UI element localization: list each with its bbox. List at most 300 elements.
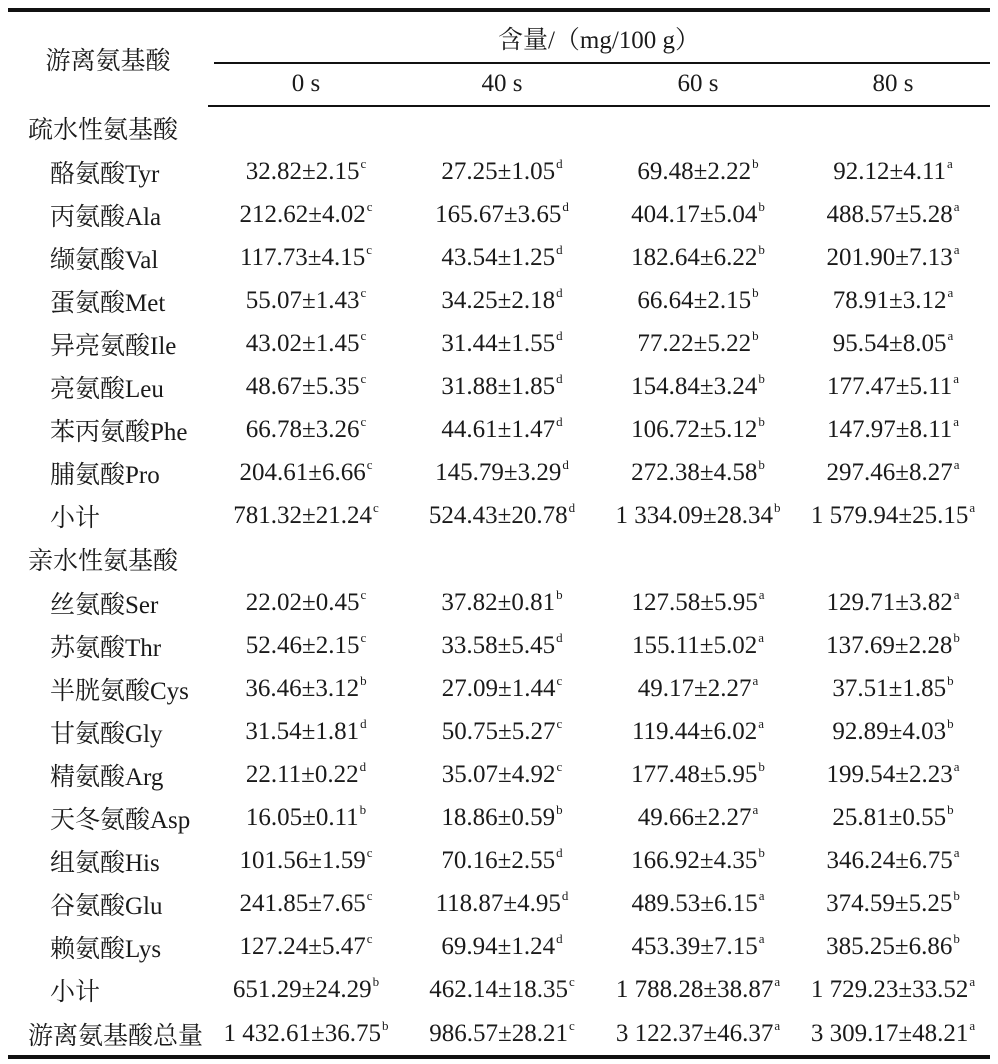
value-cell [208,753,404,796]
significance-letter: c [372,500,379,516]
table-row [8,193,990,236]
significance-letter: b [758,845,765,861]
value-text: 462.14±18.35 [429,976,568,1004]
significance-letter: b [556,802,563,818]
value-cell [600,624,796,667]
header-row-group [8,10,990,64]
value-cell [404,322,600,365]
value-text: 55.07±1.43 [245,286,360,314]
amino-acid-table [8,8,990,1059]
value-cell [796,322,990,365]
value-cell [404,409,600,452]
value-text: 16.05±0.11 [245,804,359,832]
significance-letter: a [758,586,765,602]
value-text: 1 579.94±25.15 [810,502,969,530]
column-header-80s: 80 s [796,64,990,106]
significance-letter: a [758,715,765,731]
value-text: 69.94±1.24 [441,933,556,961]
column-header-40s: 40 s [404,64,600,106]
significance-letter: b [758,414,765,430]
value-cell [404,366,600,409]
amino-acid-name: 缬氨酸Val [50,246,159,274]
significance-letter: b [758,758,765,774]
value-text: 66.78±3.26 [245,416,360,444]
column-header-0s: 0 s [208,64,404,106]
value-text: 37.51±1.85 [832,674,947,702]
amino-acid-name: 精氨酸Arg [50,763,164,791]
section-title: 疏水性氨基酸 [28,117,179,145]
significance-letter: c [366,198,373,214]
amino-acid-name: 脯氨酸Pro [50,462,160,490]
amino-acid-name: 蛋氨酸Met [50,289,166,317]
significance-letter: a [953,371,960,387]
significance-letter: b [947,802,954,818]
significance-letter: a [953,414,960,430]
value-text: 36.46±3.12 [245,674,360,702]
amino-acid-name: 酪氨酸Tyr [50,160,160,188]
value-text: 781.32±21.24 [233,502,372,530]
table-body [8,106,990,1057]
table-row [8,322,990,365]
value-text: 385.25±6.86 [826,933,953,961]
table-row [8,797,990,840]
value-cell [208,409,404,452]
value-text: 127.24±5.47 [239,933,366,961]
value-cell [600,581,796,624]
value-cell [208,193,404,236]
significance-letter: a [758,888,765,904]
significance-letter: d [556,414,563,430]
value-cell [208,452,404,495]
table-row [8,710,990,753]
significance-letter: b [947,715,954,731]
empty-cell [208,106,404,150]
value-text: 3 309.17±48.21 [810,1019,969,1047]
value-cell [404,753,600,796]
value-text: 34.25±2.18 [441,286,556,314]
significance-letter: b [953,629,960,645]
value-cell [796,969,990,1012]
value-cell [600,366,796,409]
value-text: 3 122.37±46.37 [615,1019,774,1047]
value-cell [404,581,600,624]
value-text: 66.64±2.15 [637,286,752,314]
value-text: 166.92±4.35 [631,847,758,875]
significance-letter: a [953,586,960,602]
value-cell [796,409,990,452]
value-cell [600,753,796,796]
significance-letter: a [953,241,960,257]
significance-letter: c [556,672,563,688]
significance-letter: c [360,328,367,344]
value-cell [404,279,600,322]
value-text: 177.47±5.11 [826,373,953,401]
value-cell [796,624,990,667]
value-cell [796,840,990,883]
value-text: 25.81±0.55 [832,804,947,832]
value-cell [404,150,600,193]
value-text: 101.56±1.59 [239,847,366,875]
significance-letter: a [953,845,960,861]
value-text: 137.69±2.28 [826,631,953,659]
table-header [8,10,990,106]
amino-acid-name: 异亮氨酸Ile [50,333,177,361]
value-cell [208,366,404,409]
value-text: 106.72±5.12 [631,416,758,444]
significance-letter: a [953,457,960,473]
table-row [8,366,990,409]
significance-letter: c [556,715,563,731]
value-cell [600,452,796,495]
section-row [8,538,990,581]
amino-acid-name: 半胱氨酸Cys [50,677,189,705]
value-text: 488.57±5.28 [826,200,953,228]
significance-letter: d [556,284,563,300]
significance-letter: b [381,1017,389,1033]
value-text: 272.38±4.58 [631,459,758,487]
value-cell [208,1012,404,1057]
value-text: 118.87±4.95 [435,890,561,918]
table-row [8,667,990,710]
amino-acid-name: 丙氨酸Ala [50,203,162,231]
significance-letter: b [758,241,765,257]
table-row [8,840,990,883]
value-cell [404,495,600,538]
significance-letter: d [556,241,563,257]
significance-letter: a [947,155,953,171]
value-cell [600,1012,796,1057]
value-cell [208,883,404,926]
value-cell [404,667,600,710]
total-row [8,1012,990,1057]
value-text: 52.46±2.15 [245,631,360,659]
value-cell [600,193,796,236]
value-text: 35.07±4.92 [441,760,556,788]
empty-cell [404,106,600,150]
table-row [8,236,990,279]
value-text: 201.90±7.13 [826,243,953,271]
value-text: 37.82±0.81 [441,588,556,616]
significance-letter: c [366,888,373,904]
value-text: 119.44±6.02 [631,717,758,745]
significance-letter: a [752,802,759,818]
significance-letter: a [752,672,759,688]
significance-letter: c [568,1017,575,1033]
value-text: 524.43±20.78 [428,502,568,530]
value-text: 147.97±8.11 [826,416,953,444]
value-text: 117.73±4.15 [239,243,366,271]
significance-letter: d [562,198,569,214]
value-cell [600,279,796,322]
value-cell [796,753,990,796]
value-cell [208,624,404,667]
value-text: 95.54±8.05 [832,330,947,358]
value-cell [600,883,796,926]
value-text: 48.67±5.35 [245,373,360,401]
value-cell [600,150,796,193]
value-cell [796,1012,990,1057]
value-cell [796,667,990,710]
value-text: 177.48±5.95 [631,760,758,788]
significance-letter: c [360,284,367,300]
significance-letter: c [360,586,367,602]
value-cell [404,797,600,840]
significance-letter: a [969,500,976,516]
significance-letter: c [556,758,563,774]
column-header-60s: 60 s [600,64,796,106]
value-text: 145.79±3.29 [435,459,562,487]
value-text: 22.11±0.22 [245,760,359,788]
value-cell [404,624,600,667]
value-cell [208,797,404,840]
value-cell [796,495,990,538]
value-text: 77.22±5.22 [637,330,752,358]
empty-cell [404,538,600,581]
value-cell [208,710,404,753]
value-text: 69.48±2.22 [637,157,752,185]
value-cell [796,797,990,840]
value-text: 212.62±4.02 [239,200,366,228]
value-cell [600,969,796,1012]
group-underline [214,62,990,64]
value-cell [404,840,600,883]
value-cell [404,926,600,969]
significance-letter: b [752,284,759,300]
section-title: 亲水性氨基酸 [28,548,179,576]
value-cell [796,883,990,926]
significance-letter: a [969,974,976,990]
significance-letter: d [556,371,563,387]
value-text: 129.71±3.82 [826,588,953,616]
value-text: 18.86±0.59 [441,804,556,832]
section-row [8,106,990,150]
table-row [8,753,990,796]
amino-acid-name: 丝氨酸Ser [50,591,159,619]
value-cell [600,236,796,279]
value-text: 70.16±2.55 [441,847,556,875]
amino-acid-name: 苯丙氨酸Phe [50,419,188,447]
value-cell [600,926,796,969]
value-cell [208,150,404,193]
value-text: 346.24±6.75 [826,847,953,875]
amino-acid-name: 亮氨酸Leu [50,376,164,404]
value-text: 165.67±3.65 [435,200,562,228]
table-row [8,624,990,667]
significance-letter: b [359,802,367,818]
empty-cell [600,538,796,581]
table-row [8,883,990,926]
significance-letter: b [758,457,765,473]
significance-letter: b [752,328,759,344]
value-cell [404,969,600,1012]
value-cell [796,150,990,193]
value-text: 374.59±5.25 [826,890,953,918]
value-text: 453.39±7.15 [631,933,758,961]
significance-letter: c [360,414,367,430]
value-text: 1 729.23±33.52 [810,976,969,1004]
value-cell [404,236,600,279]
table-row [8,581,990,624]
value-cell [208,236,404,279]
significance-letter: b [953,888,960,904]
value-text: 182.64±6.22 [631,243,758,271]
significance-letter: d [556,328,563,344]
amino-acid-name: 小计 [50,505,101,533]
value-cell [404,452,600,495]
value-cell [600,667,796,710]
value-cell [600,495,796,538]
content-group-label: 含量/（mg/100 g） [497,27,701,54]
empty-cell [796,538,990,581]
value-text: 1 334.09±28.34 [615,502,773,530]
value-cell [600,322,796,365]
empty-cell [796,106,990,150]
value-text: 204.61±6.66 [239,459,366,487]
table-row [8,969,990,1012]
significance-letter: d [561,888,569,904]
value-cell [796,710,990,753]
content-group-header [208,10,990,64]
value-text: 1 432.61±36.75 [223,1019,381,1047]
empty-cell [600,106,796,150]
value-cell [404,710,600,753]
value-cell [404,193,600,236]
value-text: 33.58±5.45 [441,631,556,659]
value-cell [208,926,404,969]
total-label: 游离氨基酸总量 [8,1012,208,1057]
amino-acid-name: 赖氨酸Lys [50,936,162,964]
value-text: 297.46±8.27 [826,459,953,487]
value-text: 489.53±6.15 [631,890,758,918]
table-row [8,150,990,193]
significance-letter: d [556,845,563,861]
significance-letter: d [556,629,563,645]
significance-letter: d [360,715,367,731]
table-row [8,279,990,322]
value-text: 404.17±5.04 [631,200,758,228]
amino-acid-name: 小计 [50,979,101,1007]
significance-letter: b [752,155,759,171]
table-row [8,495,990,538]
significance-letter: d [556,931,563,947]
value-text: 155.11±5.02 [631,631,758,659]
value-cell [208,667,404,710]
value-text: 49.66±2.27 [637,804,752,832]
significance-letter: c [366,931,373,947]
significance-letter: a [953,758,960,774]
significance-letter: d [556,155,563,171]
value-text: 92.12±4.11 [833,157,947,185]
significance-letter: c [366,845,373,861]
value-cell [208,495,404,538]
value-cell [208,840,404,883]
amino-acid-name: 组氨酸His [50,850,160,878]
significance-letter: b [953,931,960,947]
value-cell [796,452,990,495]
value-cell [208,322,404,365]
value-cell [208,581,404,624]
value-text: 651.29±24.29 [232,976,372,1004]
significance-letter: c [568,974,575,990]
significance-letter: a [947,328,954,344]
significance-letter: d [359,758,367,774]
value-cell [600,840,796,883]
value-text: 241.85±7.65 [239,890,366,918]
value-text: 49.17±2.27 [637,674,752,702]
value-cell [600,797,796,840]
value-cell [600,710,796,753]
significance-letter: a [774,974,781,990]
empty-cell [208,538,404,581]
value-text: 78.91±3.12 [832,286,947,314]
significance-letter: b [947,672,954,688]
significance-letter: c [360,371,367,387]
value-cell [796,236,990,279]
value-cell [208,969,404,1012]
significance-letter: b [758,198,765,214]
value-text: 986.57±28.21 [429,1019,568,1047]
value-cell [404,883,600,926]
value-text: 127.58±5.95 [631,588,758,616]
significance-letter: b [758,371,765,387]
value-cell [796,193,990,236]
value-cell [404,1012,600,1057]
value-text: 27.25±1.05 [441,157,556,185]
value-text: 27.09±1.44 [441,674,556,702]
value-text: 43.54±1.25 [441,243,556,271]
significance-letter: c [360,155,367,171]
value-text: 32.82±2.15 [245,157,360,185]
significance-letter: a [969,1017,976,1033]
value-cell [796,926,990,969]
significance-letter: c [360,629,367,645]
value-text: 31.44±1.55 [441,330,556,358]
table-row [8,452,990,495]
significance-letter: a [758,629,765,645]
significance-letter: b [556,586,563,602]
significance-letter: b [372,974,380,990]
value-text: 92.89±4.03 [832,717,947,745]
value-cell [796,581,990,624]
value-text: 50.75±5.27 [441,717,556,745]
value-text: 44.61±1.47 [441,416,556,444]
amino-acid-name: 谷氨酸Glu [50,893,163,921]
significance-letter: b [773,500,781,516]
significance-letter: a [947,284,954,300]
value-cell [600,409,796,452]
value-text: 1 788.28±38.87 [615,976,774,1004]
table-row [8,409,990,452]
value-text: 22.02±0.45 [245,588,360,616]
table-row [8,926,990,969]
amino-acid-name: 甘氨酸Gly [50,720,163,748]
value-text: 154.84±3.24 [631,373,758,401]
significance-letter: a [774,1017,781,1033]
significance-letter: b [360,672,367,688]
value-cell [208,279,404,322]
amino-acid-name: 苏氨酸Thr [50,634,162,662]
amino-acid-name: 天冬氨酸Asp [50,807,191,835]
value-cell [796,279,990,322]
significance-letter: d [562,457,569,473]
value-cell [796,366,990,409]
significance-letter: d [568,500,576,516]
value-text: 31.88±1.85 [441,373,556,401]
row-header-label: 游离氨基酸 [8,10,208,106]
value-text: 199.54±2.23 [826,760,953,788]
significance-letter: c [366,241,373,257]
value-text: 31.54±1.81 [245,717,360,745]
